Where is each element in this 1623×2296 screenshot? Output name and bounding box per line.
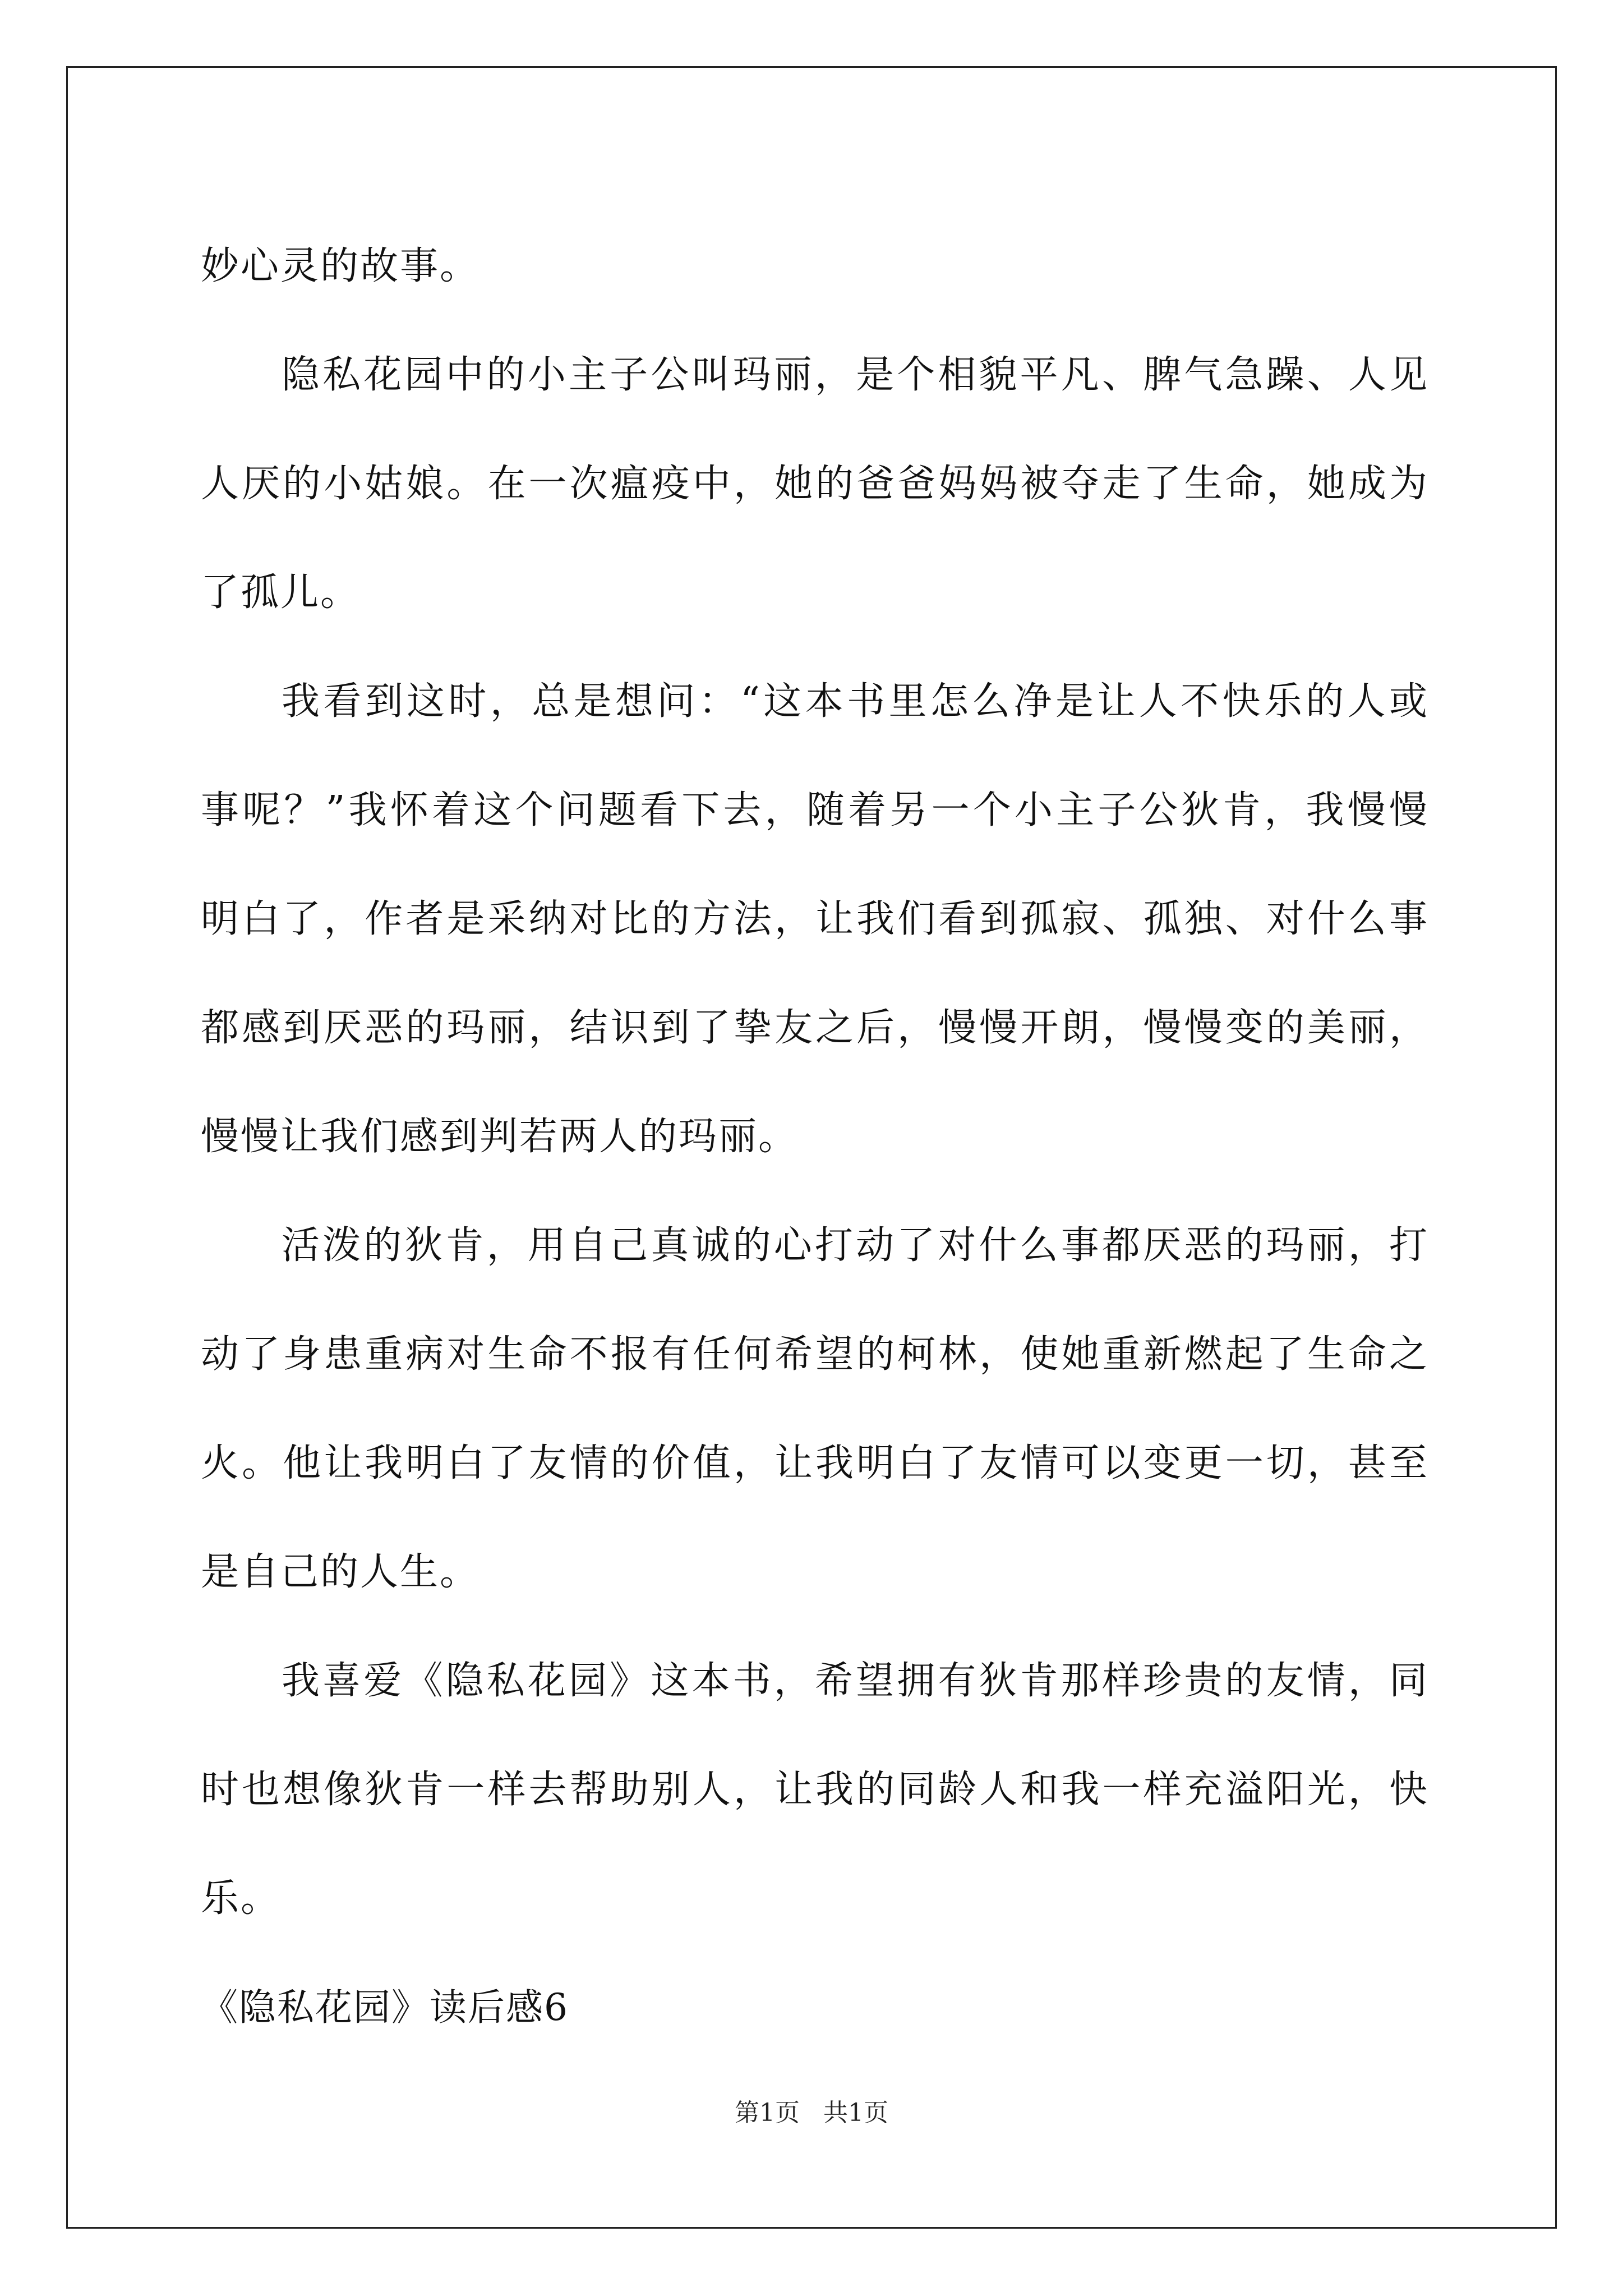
page-footer (0, 2092, 1623, 2128)
text-line: 明白了，作者是采纳对比的方法，让我们看到孤寂、孤独、对什么事 (201, 897, 1429, 941)
text-line: 乐。 (201, 1876, 281, 1921)
document-body (201, 212, 1429, 2062)
text-line: 慢慢让我们感到判若两人的玛丽。 (201, 1115, 799, 1159)
text-line: 都感到厌恶的玛丽，结识到了挚友之后，慢慢开朗，慢慢变的美丽， (201, 1006, 1429, 1050)
section-heading: 《隐私花园》读后感6 (201, 1986, 569, 2029)
text-line: 妙心灵的故事。 (201, 244, 480, 288)
text-line: 人厌的小姑娘。在一次瘟疫中，她的爸爸妈妈被夺走了生命，她成为 (201, 462, 1429, 506)
text-line: 隐私花园中的小主子公叫玛丽，是个相貌平凡、脾气急躁、人见 (282, 353, 1429, 397)
text-line: 火。他让我明白了友情的价值，让我明白了友情可以变更一切，甚至 (201, 1441, 1429, 1485)
page-total: 共1页 (823, 2099, 888, 2127)
text-line: 是自己的人生。 (201, 1550, 480, 1594)
text-line: 动了身患重病对生命不报有任何希望的柯林，使她重新燃起了生命之 (201, 1332, 1429, 1377)
text-line: 活泼的狄肯，用自己真诚的心打动了对什么事都厌恶的玛丽，打 (282, 1223, 1429, 1268)
text-line: 我看到这时，总是想问：“这本书里怎么净是让人不快乐的人或 (282, 679, 1429, 724)
text-line: 我喜爱《隐私花园》这本书，希望拥有狄肯那样珍贵的友情，同 (282, 1659, 1429, 1703)
text-line: 时也想像狄肯一样去帮助别人，让我的同龄人和我一样充溢阳光，快 (201, 1768, 1429, 1812)
page-number: 第1页 (735, 2099, 800, 2127)
text-line: 了孤儿。 (201, 570, 361, 615)
text-line: 事呢？”我怀着这个问题看下去，随着另一个小主子公狄肯，我慢慢 (201, 788, 1429, 832)
